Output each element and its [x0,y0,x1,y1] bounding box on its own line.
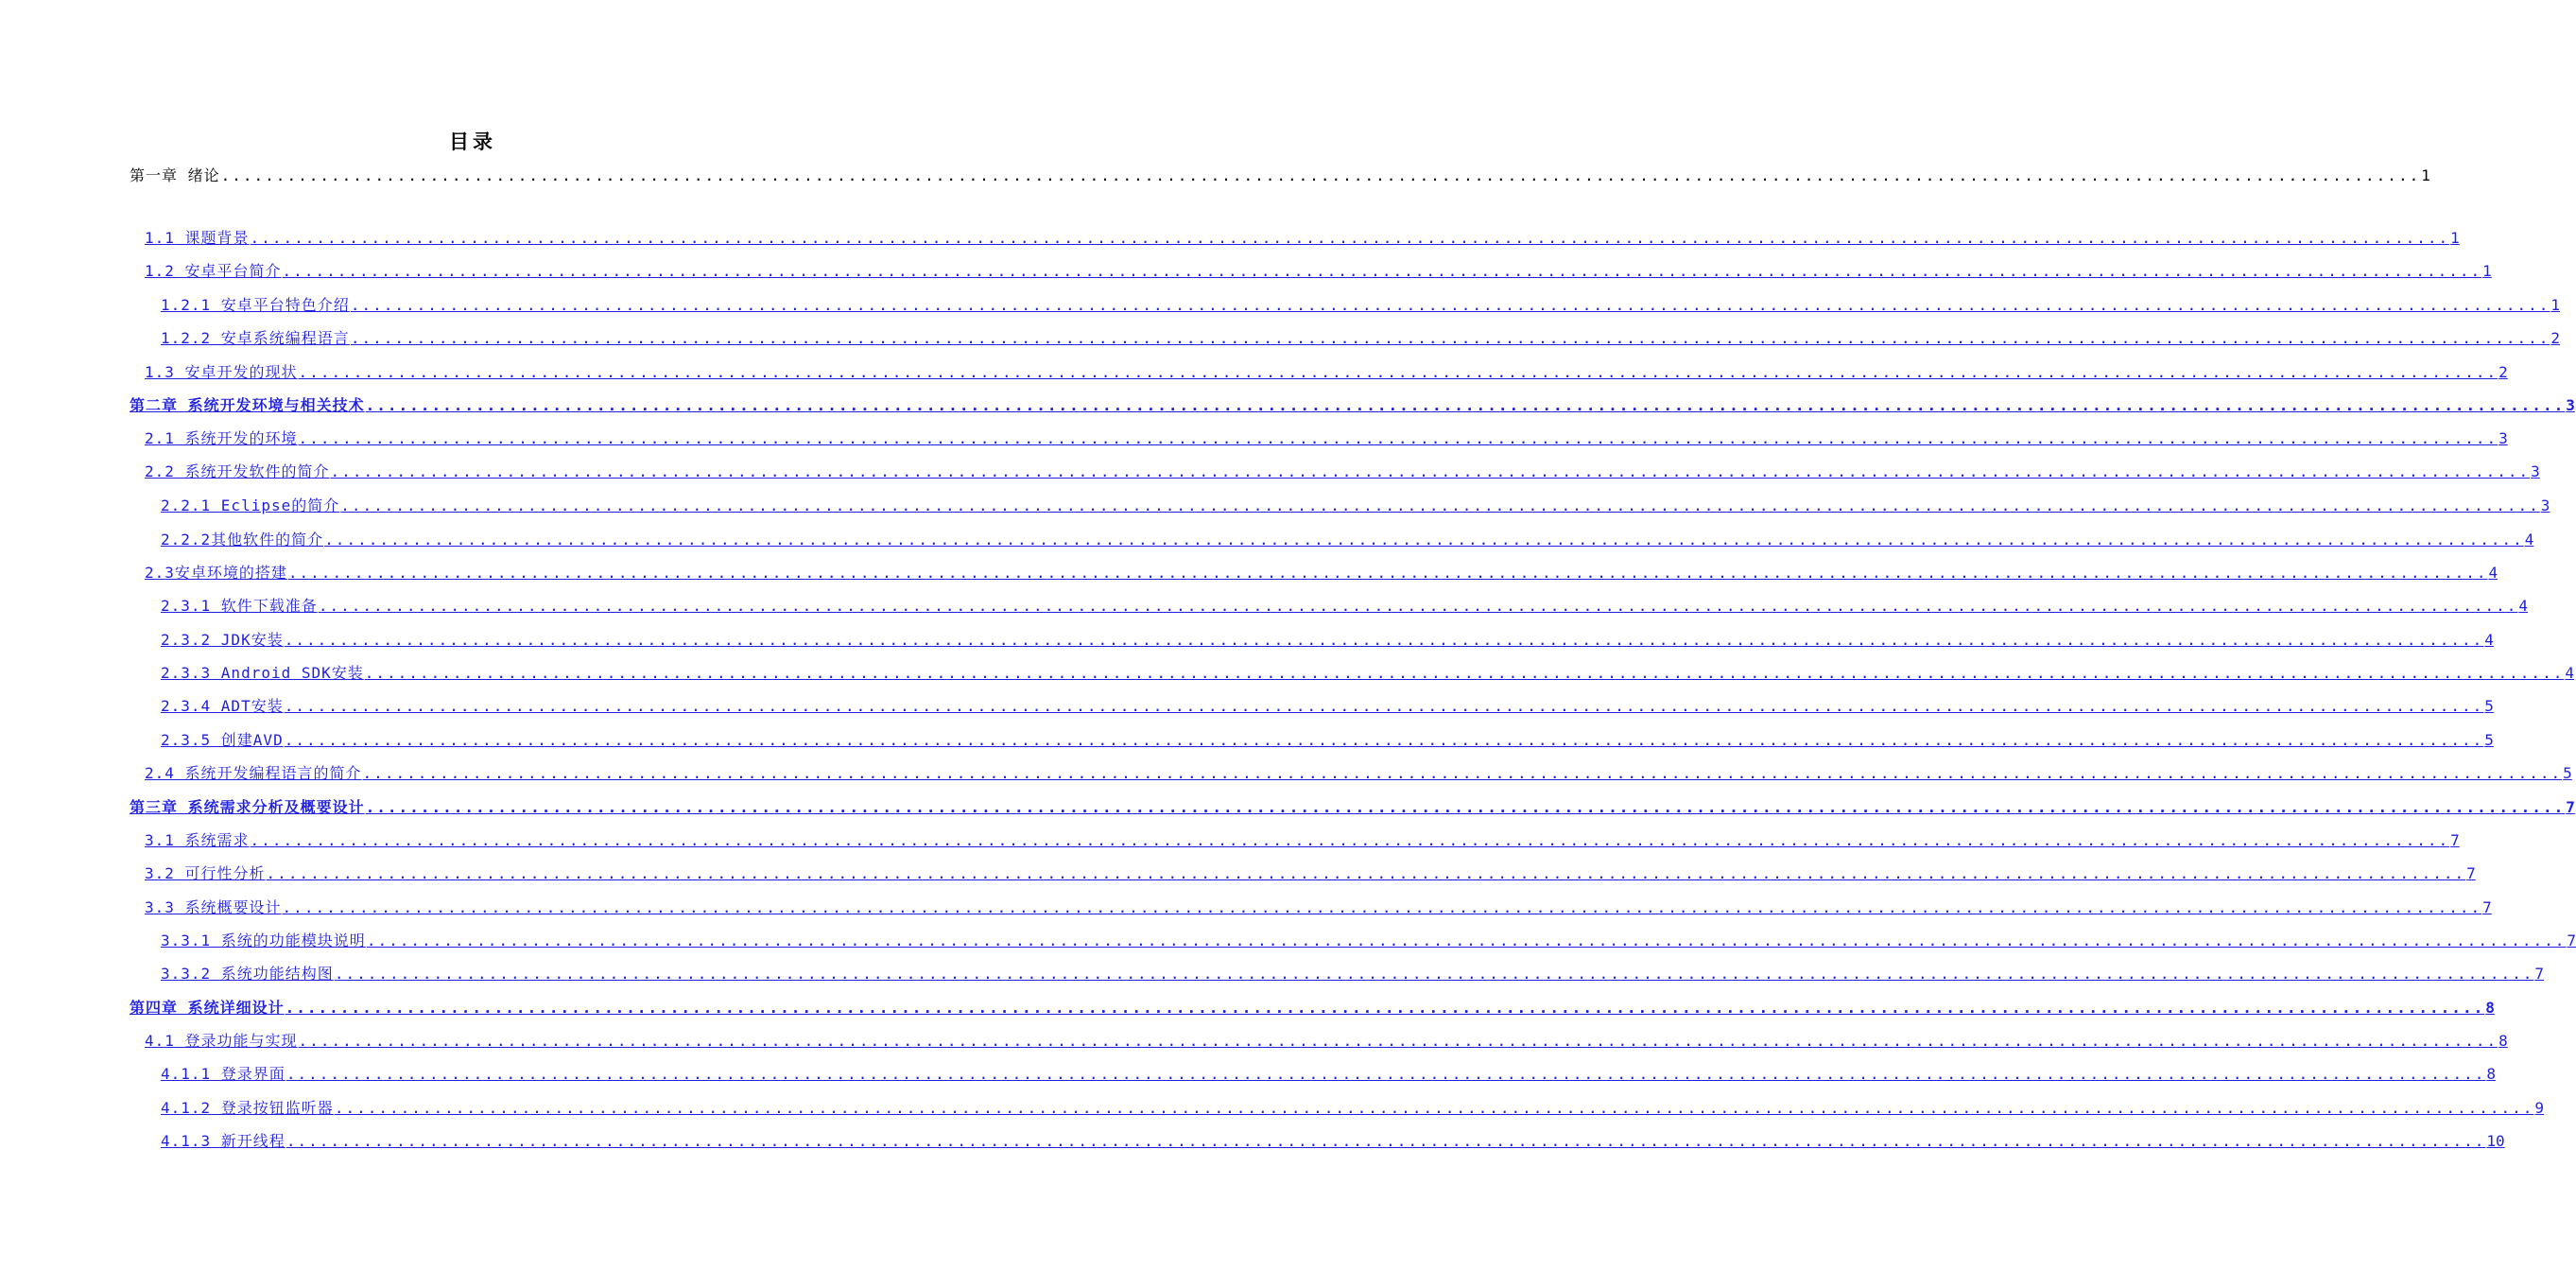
toc-entry-page-number: 7 [2466,864,2476,882]
toc-entry[interactable] [161,1065,2497,1084]
toc-entry-label: 第二章 系统开发环境与相关技术 [130,396,365,414]
toc-entry[interactable] [145,262,2492,281]
toc-entry-page-number: 3 [2498,429,2508,447]
toc-leader-dots: ........................................................................................................................................................................................................ [362,764,2563,782]
toc-entry[interactable] [145,1032,2508,1051]
toc-entry-page-number: 7 [2566,798,2575,816]
toc-entry-label: 2.3.3 Android SDK安装 [161,664,364,682]
toc-entry-page-number: 3 [2540,496,2550,514]
toc-entry-label: 4.1.3 新开线程 [161,1132,285,1150]
toc-entry-label: 1.2.2 安卓系统编程语言 [161,329,350,347]
toc-entry[interactable] [145,764,2572,783]
toc-entry[interactable] [161,931,2576,950]
toc-entry-label: 2.3.5 创建AVD [161,731,284,749]
toc-leader-dots: ........................................................................................................................................................................................................ [285,1132,2486,1150]
toc-entry[interactable] [161,531,2534,549]
toc-entry-page-number: 4 [2484,631,2494,649]
toc-entry[interactable] [145,462,2540,481]
toc-entry-page-number: 4 [2524,531,2534,548]
toc-entry[interactable] [145,229,2460,248]
toc-entry-page-number: 10 [2486,1132,2505,1150]
toc-entry-page-number: 1 [2450,229,2460,247]
toc-entry[interactable] [145,429,2508,448]
toc-leader-dots: ........................................................................................................................................................................................................ [285,1065,2486,1083]
toc-entry-label: 第三章 系统需求分析及概要设计 [130,798,365,816]
toc-leader-dots: ........................................................................................................................................................................................................ [298,429,2498,447]
toc-entry[interactable] [161,631,2494,650]
toc-leader-dots: ........................................................................................................................................................................................................ [334,1099,2534,1117]
toc-entry[interactable] [161,296,2561,315]
toc-entry[interactable] [145,363,2508,382]
toc-entry-label: 4.1 登录功能与实现 [145,1032,298,1050]
toc-leader-dots: ........................................................................................................................................................................................................ [334,965,2534,983]
toc-entry-label: 2.1 系统开发的环境 [145,429,298,447]
toc-entry-page-number: 4 [2518,597,2529,615]
toc-entry[interactable] [145,564,2498,583]
toc-entry[interactable] [130,999,2495,1018]
toc-leader-dots: ........................................................................................................................................................................................................ [298,1032,2498,1050]
toc-leader-dots: ........................................................................................................................................................................................................ [250,229,2450,247]
toc-leader-dots: ........................................................................................................................................................................................................ [340,496,2540,514]
toc-entry-page-number: 1 [2482,262,2492,280]
toc-entry-page-number: 4 [2488,564,2498,582]
toc-entry-label: 2.2.1 Eclipse的简介 [161,496,340,514]
toc-title: 目录 [449,131,496,153]
toc-entry-label: 第四章 系统详细设计 [130,999,285,1017]
toc-leader-dots: ........................................................................................................................................................................................................ [298,363,2498,381]
toc-entry-label: 2.3.2 JDK安装 [161,631,284,649]
toc-entry-label: 4.1.1 登录界面 [161,1065,285,1083]
toc-entry-page-number: 3 [2531,462,2540,480]
toc-entry-page-number: 7 [2482,898,2492,916]
toc-entry [130,166,2430,185]
toc-entry-page-number: 9 [2534,1099,2545,1117]
toc-entry-label: 1.1 课题背景 [145,229,250,247]
toc-leader-dots: ........................................................................................................................................................................................................ [350,329,2550,347]
toc-entry-page-number: 8 [2486,1065,2497,1083]
toc-leader-dots: ........................................................................................................................................................................................................ [285,999,2485,1017]
toc-entry-page-number: 5 [2484,697,2494,715]
toc-leader-dots: ........................................................................................................................................................................................................ [250,831,2450,849]
toc-entry[interactable] [145,864,2476,883]
toc-entry-label: 2.3安卓环境的搭建 [145,564,287,582]
toc-leader-dots: ........................................................................................................................................................................................................ [287,564,2488,582]
toc-entry-label: 1.2 安卓平台简介 [145,262,282,280]
toc-entry-page-number: 7 [2567,931,2576,949]
toc-leader-dots: ........................................................................................................................................................................................................ [284,631,2484,649]
toc-entry[interactable] [161,597,2529,616]
toc-entry-page-number: 2 [2550,329,2561,347]
toc-entry[interactable] [130,396,2575,415]
toc-entry-label: 3.3.1 系统的功能模块说明 [161,931,366,949]
toc-entry-label: 3.3.2 系统功能结构图 [161,965,334,983]
toc-entry[interactable] [161,1099,2545,1118]
toc-entry-page-number: 2 [2498,363,2508,381]
toc-entry-page-number: 5 [2563,764,2572,782]
toc-entry[interactable] [161,496,2550,515]
toc-leader-dots: ........................................................................................................................................................................................................ [284,731,2484,749]
toc-entry-label: 2.4 系统开发编程语言的简介 [145,764,362,782]
toc-entry-page-number: 4 [2565,664,2574,682]
toc-leader-dots: ........................................................................................................................................................................................................ [365,798,2566,816]
toc-entry-page-number: 1 [2550,296,2561,314]
toc-leader-dots: ........................................................................................................................................................................................................ [350,296,2550,314]
toc-entry[interactable] [161,731,2494,750]
toc-entry-label: 3.2 可行性分析 [145,864,266,882]
toc-entry[interactable] [130,798,2575,817]
toc-entry-label: 2.3.1 软件下载准备 [161,597,318,615]
toc-entry-label: 3.3 系统概要设计 [145,898,282,916]
toc-leader-dots: ........................................................................................................................................................................................................ [365,396,2566,414]
toc-entry-label: 2.3.4 ADT安装 [161,697,284,715]
toc-entry-label: 1.3 安卓开发的现状 [145,363,298,381]
toc-leader-dots: ........................................................................................................................................................................................................ [282,262,2482,280]
toc-entry-label: 1.2.1 安卓平台特色介绍 [161,296,350,314]
toc-leader-dots: ........................................................................................................................................................................................................ [284,697,2484,715]
toc-entry[interactable] [161,1132,2505,1151]
toc-leader-dots: ........................................................................................................................................................................................................ [324,531,2524,548]
toc-entry[interactable] [145,898,2492,917]
toc-entry-label: 4.1.2 登录按钮监听器 [161,1099,334,1117]
toc-entry[interactable] [161,664,2574,683]
toc-entry-page-number: 3 [2566,396,2575,414]
toc-entry-label: 第一章 绪论 [130,166,220,184]
toc-entry-page-number: 8 [2498,1032,2508,1050]
toc-leader-dots: ........................................................................................................................................................................................................ [266,864,2466,882]
toc-entry-page-number: 7 [2534,965,2545,983]
toc-entry-page-number: 8 [2485,999,2495,1017]
toc-entry[interactable] [161,965,2545,984]
toc-leader-dots: ........................................................................................................................................................................................................ [318,597,2518,615]
toc-entry[interactable] [161,329,2561,348]
toc-entry-page-number: 5 [2484,731,2494,749]
toc-entry-page-number: 1 [2421,166,2430,184]
toc-entry-page-number: 7 [2450,831,2460,849]
toc-leader-dots: ........................................................................................................................................................................................................ [282,898,2482,916]
toc-entry[interactable] [145,831,2460,850]
toc-leader-dots: ........................................................................................................................................................................................................ [366,931,2567,949]
toc-entry-label: 2.2 系统开发软件的简介 [145,462,330,480]
toc-leader-dots: ........................................................................................................................................................................................................ [330,462,2531,480]
toc-entry[interactable] [161,697,2494,716]
toc-entry-label: 2.2.2其他软件的简介 [161,531,324,548]
toc-leader-dots: ........................................................................................................................................................................................................ [220,166,2421,184]
toc-entry-label: 3.1 系统需求 [145,831,250,849]
toc-leader-dots: ........................................................................................................................................................................................................ [364,664,2565,682]
